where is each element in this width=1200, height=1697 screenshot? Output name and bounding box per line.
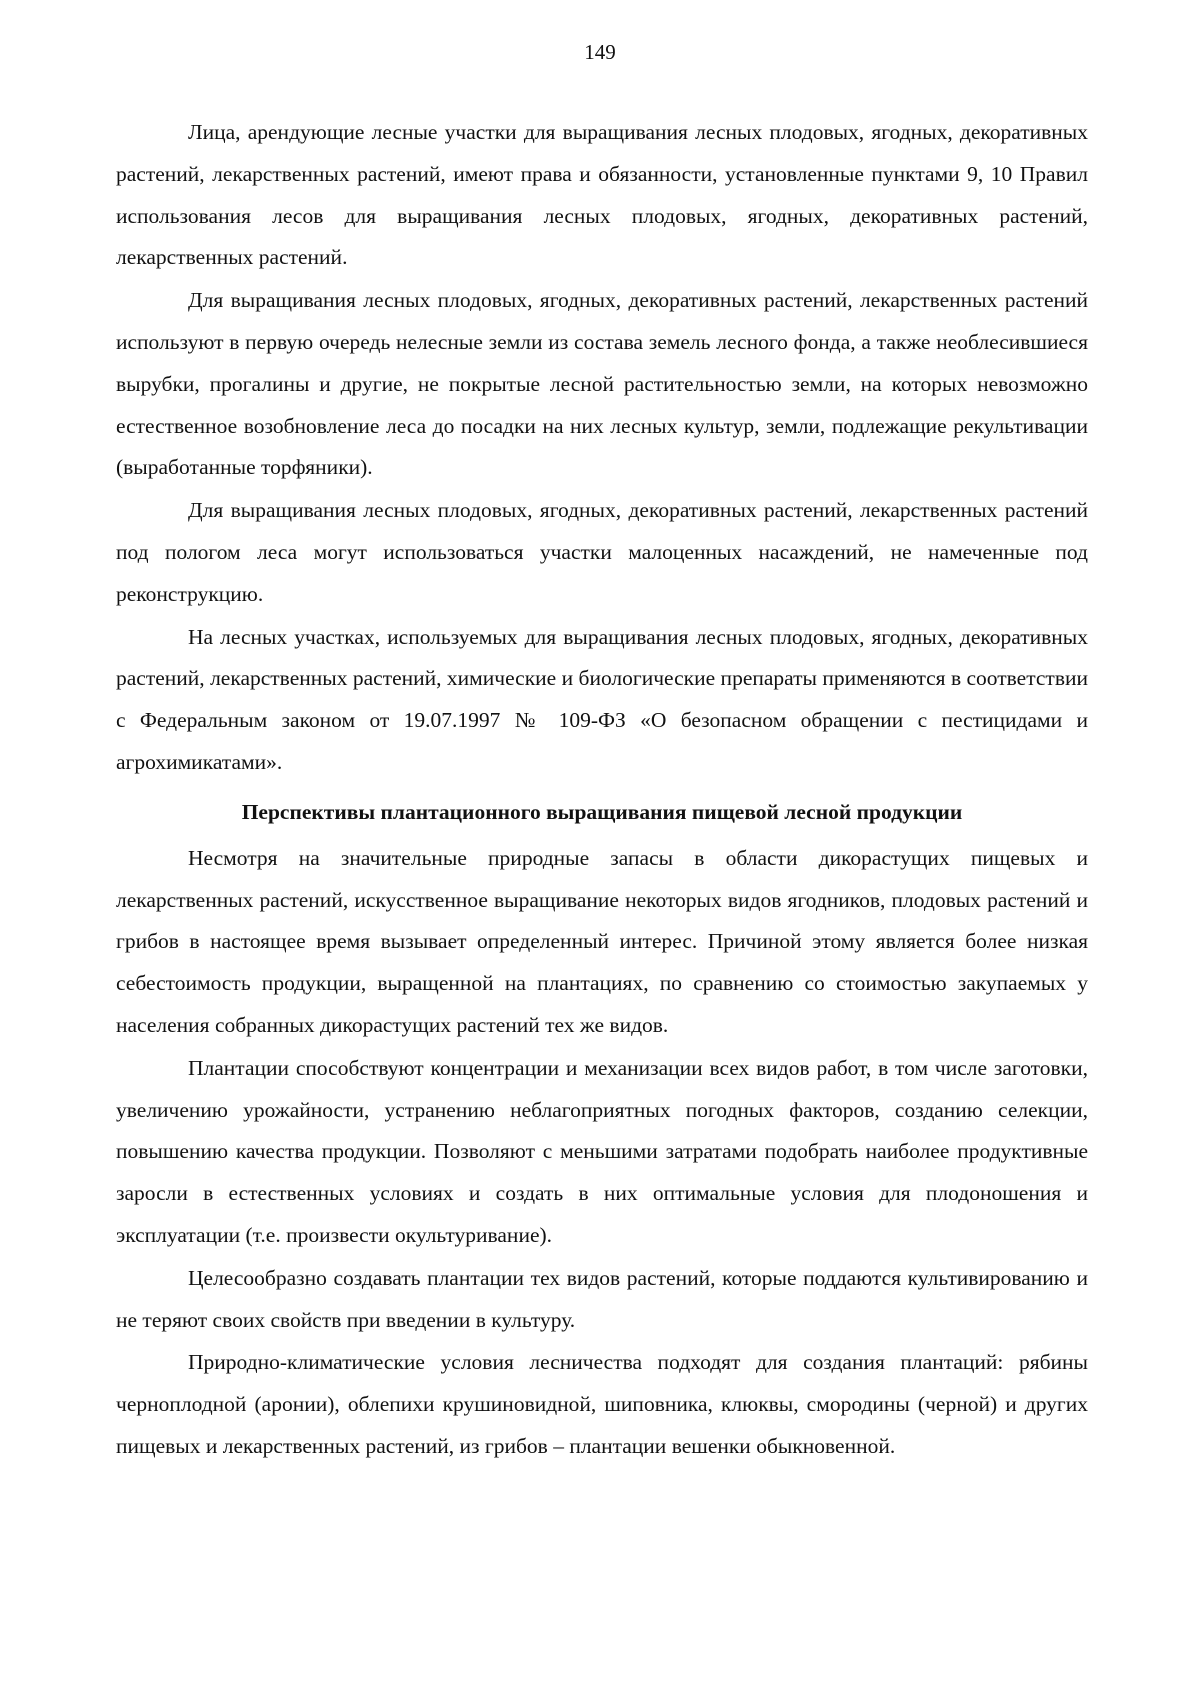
page-number: 149: [584, 40, 616, 64]
section-heading: Перспективы плантационного выращивания пищевой лесной продукции: [241, 799, 963, 824]
paragraph-reserves: Несмотря на значительные природные запасы в области дикорастущих пищевых и лекарственных растений, искусственное выращивание некоторых видов ягодников, плодовых растений и грибов в настоящее время вызывает определенный интерес. Причиной этому является более низкая себестоимость продукции, выращенной на плантациях, по сравнению со стоимостью закупаемых у населения собранных дикорастущих растений тех же видов.: [116, 845, 1088, 1037]
paragraph-climate-conditions: Природно-климатические условия лесничества подходят для создания плантаций: рябины черноплодной (аронии), облепихи крушиновидной, шиповника, клюквы, смородины (черной) и других пищевых и лекарственных растений, из грибов – плантации вешенки обыкновенной.: [116, 1350, 1088, 1458]
paragraph-leaseholder-rights: Лица, арендующие лесные участки для выращивания лесных плодовых, ягодных, декоративных растений, лекарственных растений, имеют права и обязанности, установленные пунктами 9, 10 Правил использования лесов для выращивания лесных плодовых, ягодных, декоративных растений, лекарственных растений.: [116, 120, 1088, 270]
paragraph-under-canopy: Для выращивания лесных плодовых, ягодных, декоративных растений, лекарственных растений под пологом леса могут использоваться участки малоценных насаждений, не намеченные под реконструкцию.: [116, 498, 1088, 606]
paragraph-land-types: Для выращивания лесных плодовых, ягодных, декоративных растений, лекарственных растений используют в первую очередь нелесные земли из состава земель лесного фонда, а также необлесившиеся вырубки, прогалины и другие, не покрытые лесной растительностью земли, на которых невозможно естественное возобновление леса до посадки на них лесных культур, земли, подлежащие рекультивации (выработанные торфяники).: [116, 288, 1088, 480]
paragraph-species-choice: Целесообразно создавать плантации тех видов растений, которые поддаются культивированию и не теряют своих свойств при введении в культуру.: [116, 1265, 1088, 1332]
paragraph-chemicals: На лесных участках, используемых для выращивания лесных плодовых, ягодных, декоративных растений, лекарственных растений, химические и биологические препараты применяются в соответствии с Федеральным законом от 19.07.1997 № 109-ФЗ «О безопасном обращении с пестицидами и агрохимикатами».: [116, 624, 1088, 774]
document-body: [116, 112, 1088, 1469]
paragraph-plantation-benefits: Плантации способствуют концентрации и механизации всех видов работ, в том числе заготовки, увеличению урожайности, устранению неблагоприятных погодных факторов, созданию селекции, повышению качества продукции. Позволяют с меньшими затратами подобрать наиболее продуктивные заросли в естественных условиях и создать в них оптимальные условия для плодоношения и эксплуатации (т.е. произвести окультуривание).: [116, 1055, 1088, 1247]
